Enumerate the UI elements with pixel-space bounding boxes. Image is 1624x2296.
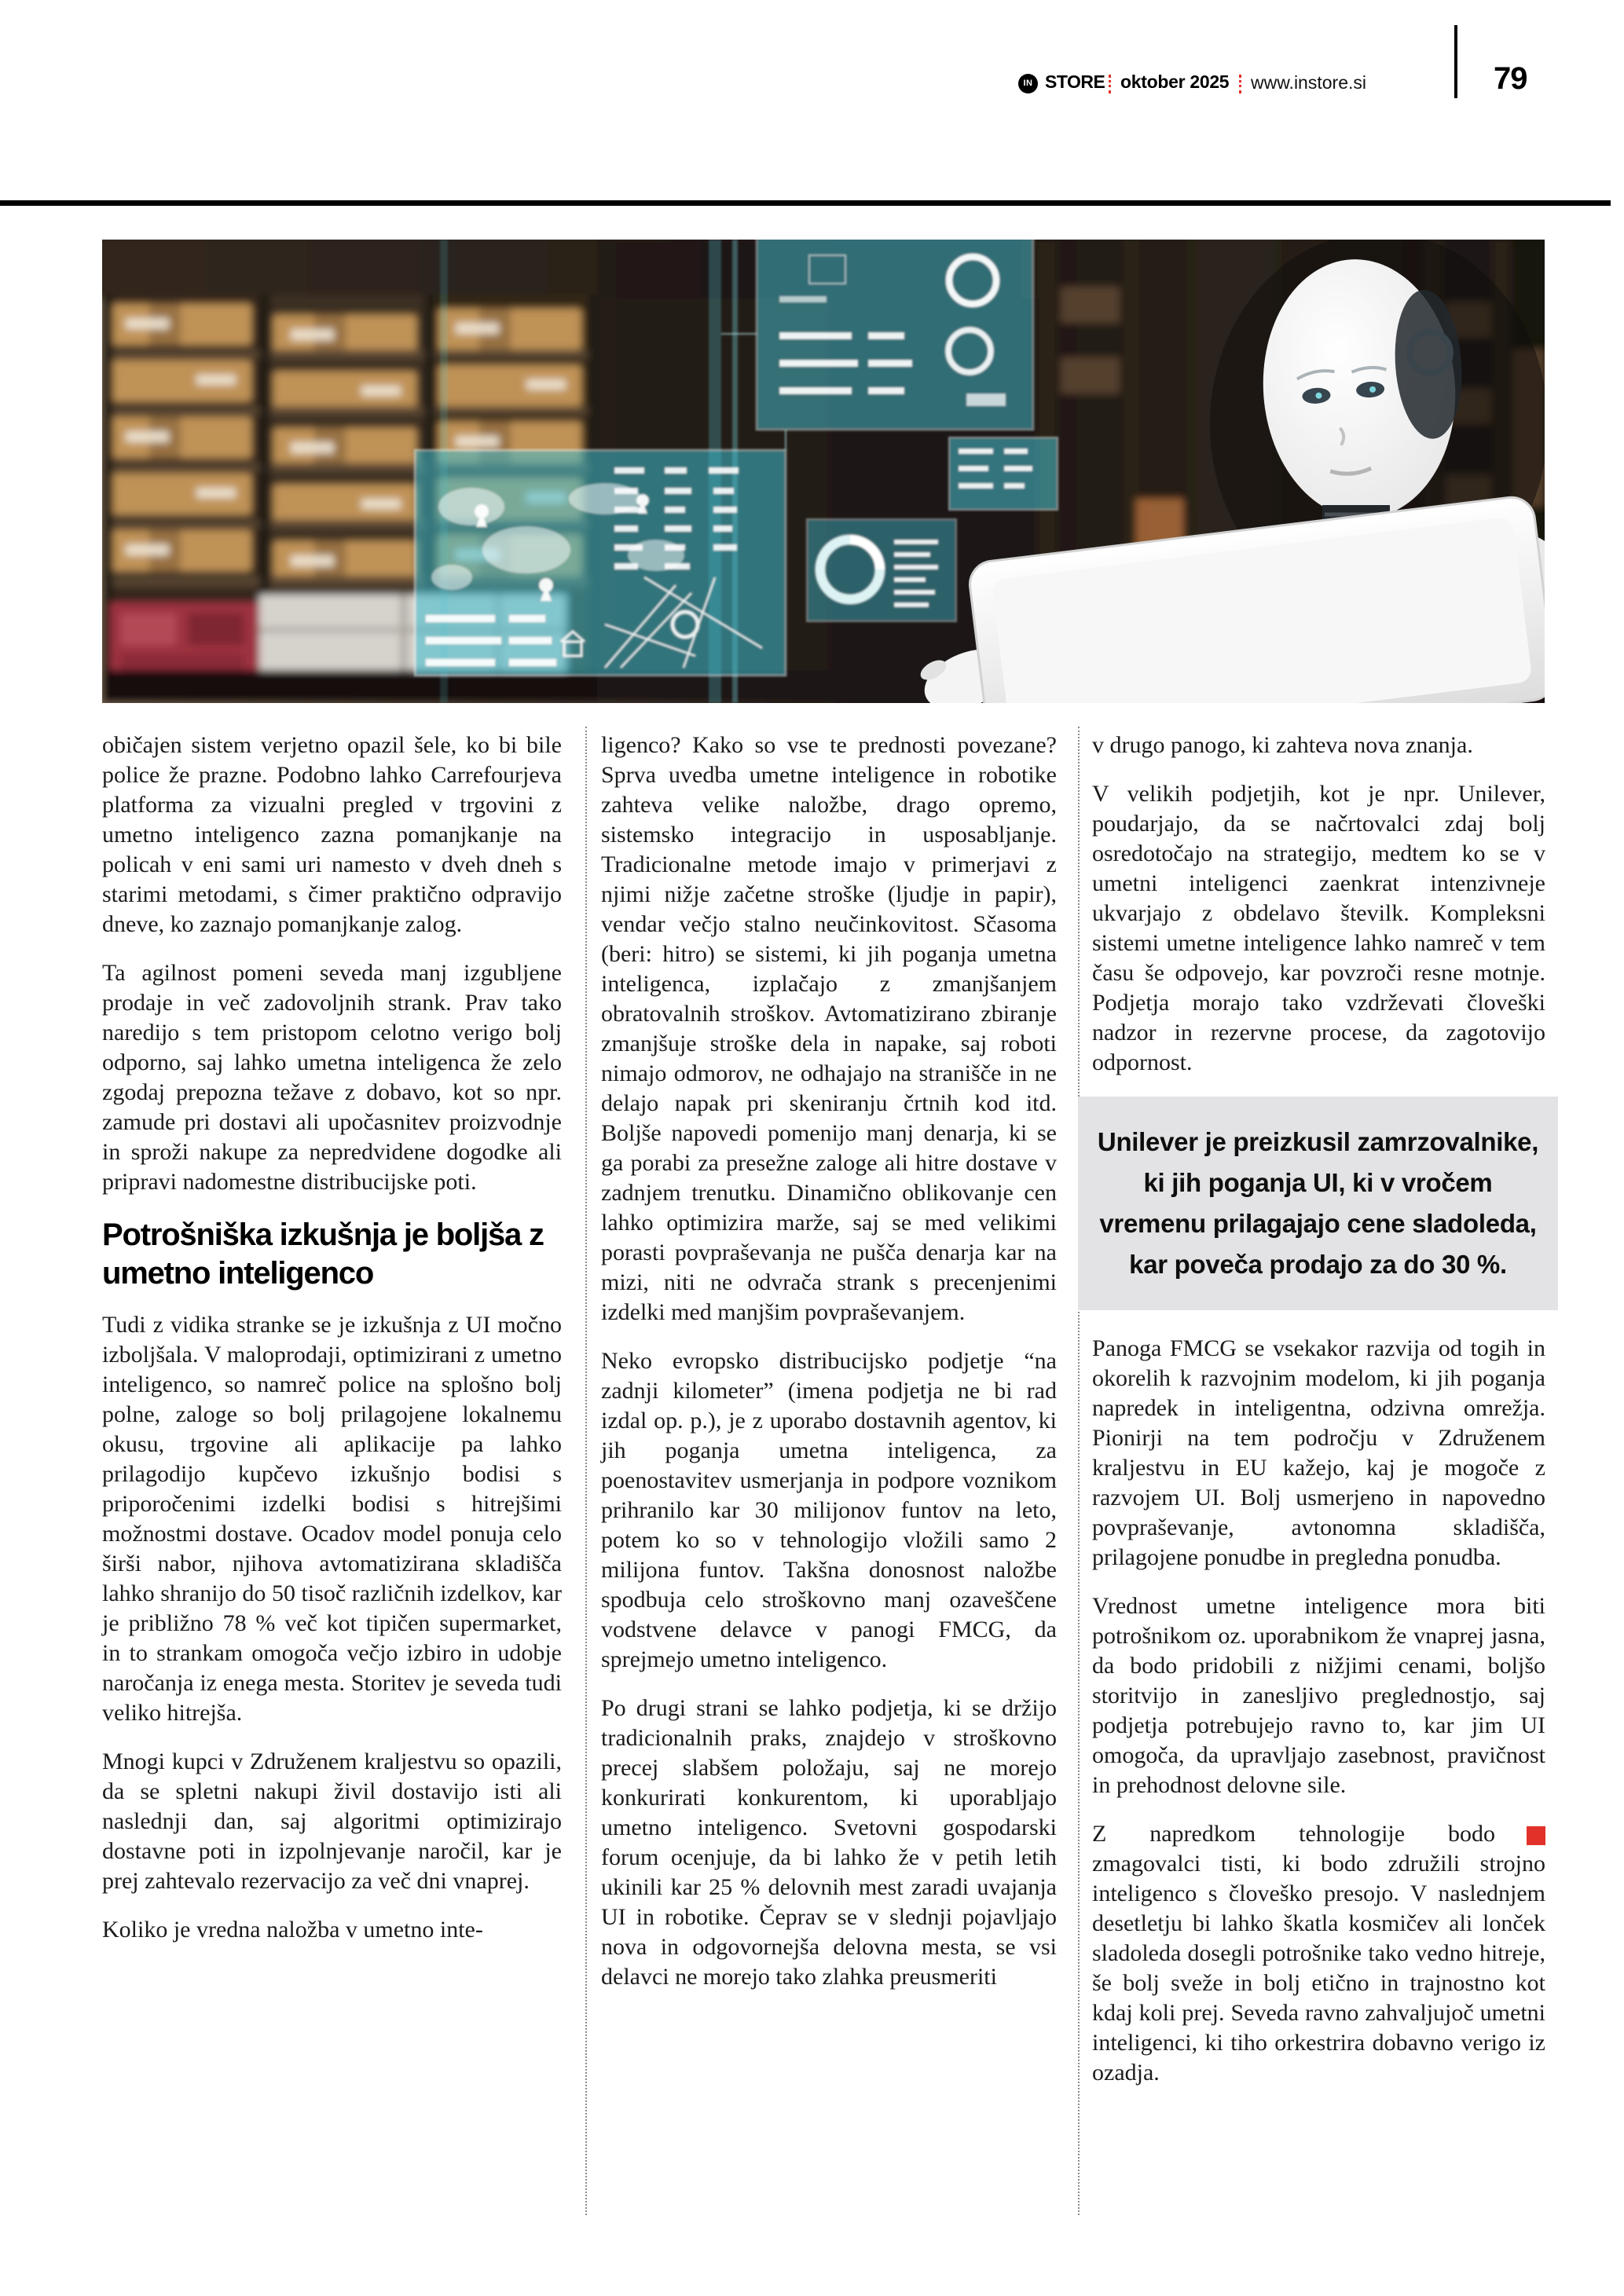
- paragraph: Neko evropsko distribucijsko podjetje “na zadnji kilometer” (imena podjetja ne bi rad izdal op. p.), je z uporabo dostavnih agentov, ki jih poganja umetna inteligenca, za poenostavitev usmerjanja in podpore voznikom prihranilo kar 30 milijonov funtov na leto, potem ko so v tehnologijo vložili samo 2 milijona funtov. Takšna donosnost naložbe spodbuja celo stroškovno manj ozaveščene vodstvene delavce v panogi FMCG, da sprejmejo umetno inteligenco.: [601, 1348, 1057, 1672]
- paragraph: Koliko je vredna naložba v umetno inte-: [102, 1917, 483, 1943]
- paragraph: Ta agilnost pomeni seveda manj izgubljene prodaje in več zadovoljnih strank. Prav tako naredijo s tem pristopom celotno verigo bolj odporno, saj lahko umetna inteligenca že zelo zgodaj prepozna težave z dobavo, kot so npr. zamude pri dostavi ali upočasnitev proizvodnje in sproži nakupe za nepredvidene dogodke ali pripravi nadomestne distribucijske poti.: [102, 960, 562, 1195]
- magazine-title: STORE: [1045, 71, 1105, 92]
- header-dotted-separator: [1109, 75, 1111, 93]
- paragraph: Po drugi strani se lahko podjetja, ki se držijo tradicionalnih praks, znajdejo v stroškovno precej slabšem položaju, saj ne morejo konkurirati konkurentom, ki uporabljajo umetno inteligenco. Svetovni gospodarski forum ocenjuje, da bi lahko že v petih letih ukinili kar 25 % delovnih mest zaradi uvajanja UI in robotike. Čeprav se v slednji pojavljajo nova in odgovornejša delovna mesta, se vsi delavci ne morejo tako zlahka preusmeriti: [601, 1695, 1057, 1990]
- section-heading: Potrošniška izkušnja je boljša z umetno inteligenco: [102, 1218, 544, 1291]
- issue-date: oktober 2025: [1120, 71, 1230, 92]
- paragraph: Mnogi kupci v Združenem kraljestvu so opazili, da se spletni nakupi živil dostavijo isti ali naslednji dan, saj algoritmi optimizirajo dostavne poti in izpolnjevanje naročil, kar je prej zahtevalo rezervacijo za več dni vnaprej.: [102, 1749, 562, 1894]
- header-dotted-separator: [1239, 75, 1241, 93]
- page-number-divider: [1454, 25, 1457, 98]
- pull-quote: Unilever je preizkusil zamrzovalnike, ki jih poganja UI, ki v vročem vremenu prilagajajo cene sladoleda, kar poveča prodajo za do 30 %.: [1078, 1097, 1558, 1310]
- article-column-1: [102, 731, 562, 1964]
- paragraph: V velikih podjetjih, kot je npr. Unilever, poudarjajo, da se načrtovalci zdaj bolj osredotočajo na strategijo, medtem ko se v umetni inteligenci zaenkrat intenzivneje ukvarjajo z obdelavo številk. Kompleksni sistemi umetne inteligence lahko namreč v tem času še odpovejo, kar povzroči resne motnje. Podjetja morajo tako vzdrževati človeški nadzor in rezervne procese, da zagotovijo odpornost.: [1092, 781, 1545, 1075]
- paragraph: [1092, 1819, 1545, 2088]
- website-link[interactable]: www.instore.si: [1251, 72, 1366, 93]
- hero-image-robot-warehouse: [102, 240, 1545, 703]
- paragraph: običajen sistem verjetno opazil šele, ko bi bile police že prazne. Podobno lahko Carrefourjeva platforma za vizualni pregled v trgovini z umetno inteligenco zazna pomanjkanje na policah v eni sami uri namesto v dveh dneh s starimi metodami, s čimer praktično odpravijo dneve, ko zaznajo pomanjkanje zalog.: [102, 732, 562, 937]
- column-separator: [585, 727, 587, 2215]
- paragraph: ligenco? Kako so vse te prednosti povezane? Sprva uvedba umetne inteligence in robotike zahteva velike naložbe, drago opremo, sistemsko integracijo in usposabljanje. Tradicionalne metode imajo v primerjavi z njimi nižje začetne stroške (ljudje in papir), vendar večjo stalno neučinkovitost. Sčasoma (beri: hitro) se sistemi, ki jih poganja umetna inteligenca, izplačajo z zmanjšanjem obratovalnih stroškov. Avtomatizirano zbiranje zmanjšuje stroške dela in napake, saj roboti nimajo odmorov, ne odhajajo na stranišče in ne delajo napak pri skeniranju črtnih kod itd. Boljše napovedi pomenijo manj denarja, ki se ga porabi za presežne zaloge ali hitre dostave v zadnjem trenutku. Dinamično oblikovanje cen lahko optimizira marže, saj se med velikimi porasti povpraševanja ne pušča denarja kar na mizi, niti ne odvrača strank s precenjenimi izdelki med manjšim povpraševanjem.: [601, 732, 1057, 1325]
- article-column-3: [1092, 731, 1545, 2107]
- paragraph-text: Z napredkom tehnologije bodo zmagovalci tisti, ki bodo združili strojno inteligenco s človeško presojo. V naslednjem desetletju bi lahko škatla kosmičev ali lonček sladoleda dosegli potrošnike tako vedno hitreje, še bolj sveže in bolj etično in trajnostno kot kdaj koli prej. Seveda ravno zahvaljujoč umetni inteligenci, ki tiho orkestrira dobavno verigo iz ozadja.: [1092, 1821, 1545, 2085]
- article-end-mark: [1527, 1826, 1545, 1845]
- paragraph: v drugo panogo, ki zahteva nova znanja.: [1092, 732, 1473, 758]
- article-column-2: [601, 731, 1057, 2011]
- paragraph: Vrednost umetne inteligence mora biti potrošnikom oz. uporabnikom že vnaprej jasna, da bodo pridobili z nižjimi cenami, boljšo storitvijo in zanesljivo preglednostjo, saj podjetja potrebujejo ravno to, kar jim UI omogoča, da upravljajo zasebnost, pravičnost in prehodnost delovne sile.: [1092, 1593, 1545, 1798]
- instore-logo-icon: IN: [1018, 74, 1038, 93]
- header-rule: [0, 200, 1611, 206]
- page-number: 79: [1494, 61, 1527, 96]
- column-separator: [1078, 727, 1080, 2215]
- paragraph: Panoga FMCG se vsekakor razvija od togih in okorelih k razvojnim modelom, ki jih poganja napredek in inteligentna, odzivna omrežja. Pionirji na tem področju v Združenem kraljestvu in EU kažejo, kaj je mogoče z razvojem UI. Bolj usmerjeno in napovedno povpraševanje, avtonomna skladišča, prilagojene ponudbe in pregledna ponudba.: [1092, 1335, 1545, 1570]
- paragraph: Tudi z vidika stranke se je izkušnja z UI močno izboljšala. V maloprodaji, optimizirani z umetno inteligenco, so namreč police na splošno bolj polne, zaloge so bolj prilagojene lokalnemu okusu, trgovine ali aplikacije pa lahko prilagodijo kupčevo izkušnjo bodisi s priporočenimi izdelki bodisi s hitrejšimi možnostmi dostave. Ocadov model ponuja celo širši nabor, njihova avtomatizirana skladišča lahko shranijo do 50 tisoč različnih izdelkov, kar je približno 78 % več kot tipičen supermarket, in to strankam omogoča večjo izbiro in udobje naročanja iz enega mesta. Storitev je seveda tudi veliko hitrejša.: [102, 1312, 562, 1726]
